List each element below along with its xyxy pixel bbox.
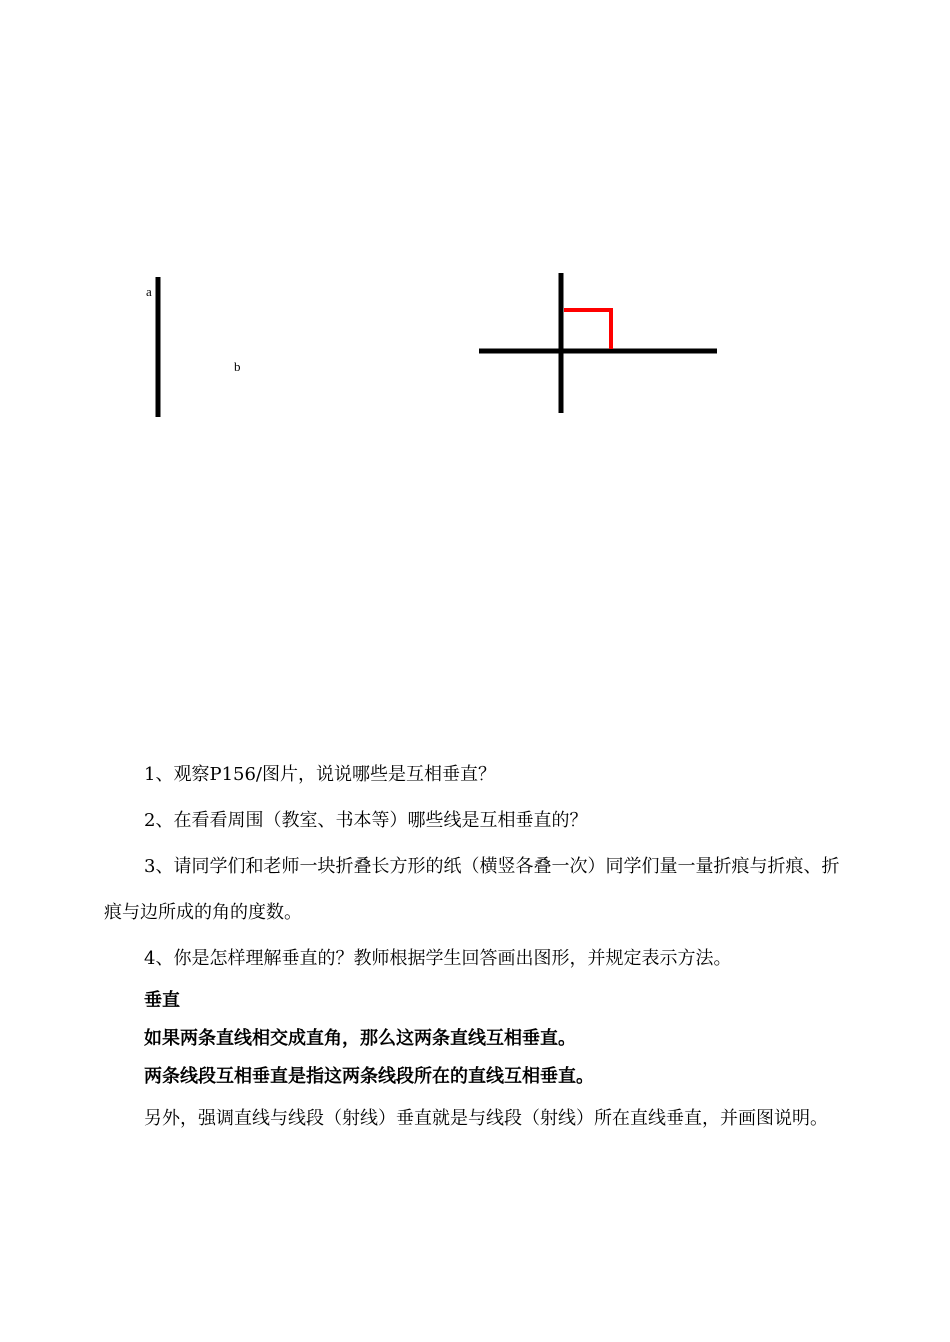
- label-a: a: [146, 284, 152, 299]
- paragraph-closing: 另外，强调直线与线段（射线）垂直就是与线段（射线）所在直线垂直，并画图说明。: [144, 1108, 828, 1129]
- paragraph-3: 3、请同学们和老师一块折叠长方形的纸（横竖各叠一次）同学们量一量折痕与折痕、折痕与边所成的角的度数。: [104, 856, 840, 923]
- paragraph-1: 1、观察P156/图片，说说哪些是互相垂直？: [144, 764, 496, 785]
- lesson-text: [104, 752, 849, 1142]
- paragraph-4: 4、你是怎样理解垂直的？教师根据学生回答画出图形，并规定表示方法。: [144, 948, 732, 969]
- label-b: b: [234, 359, 241, 374]
- definition-heading: 垂直: [144, 990, 180, 1011]
- definition-line-2: 两条线段互相垂直是指这两条线段所在的直线互相垂直。: [144, 1066, 594, 1087]
- right-angle-icon: [564, 310, 611, 349]
- paragraph-2: 2、在看看周围（教室、书本等）哪些线是互相垂直的？: [144, 810, 588, 831]
- figures-area: [0, 0, 950, 460]
- figures-svg: [0, 0, 950, 460]
- definition-line-1: 如果两条直线相交成直角，那么这两条直线互相垂直。: [144, 1028, 576, 1049]
